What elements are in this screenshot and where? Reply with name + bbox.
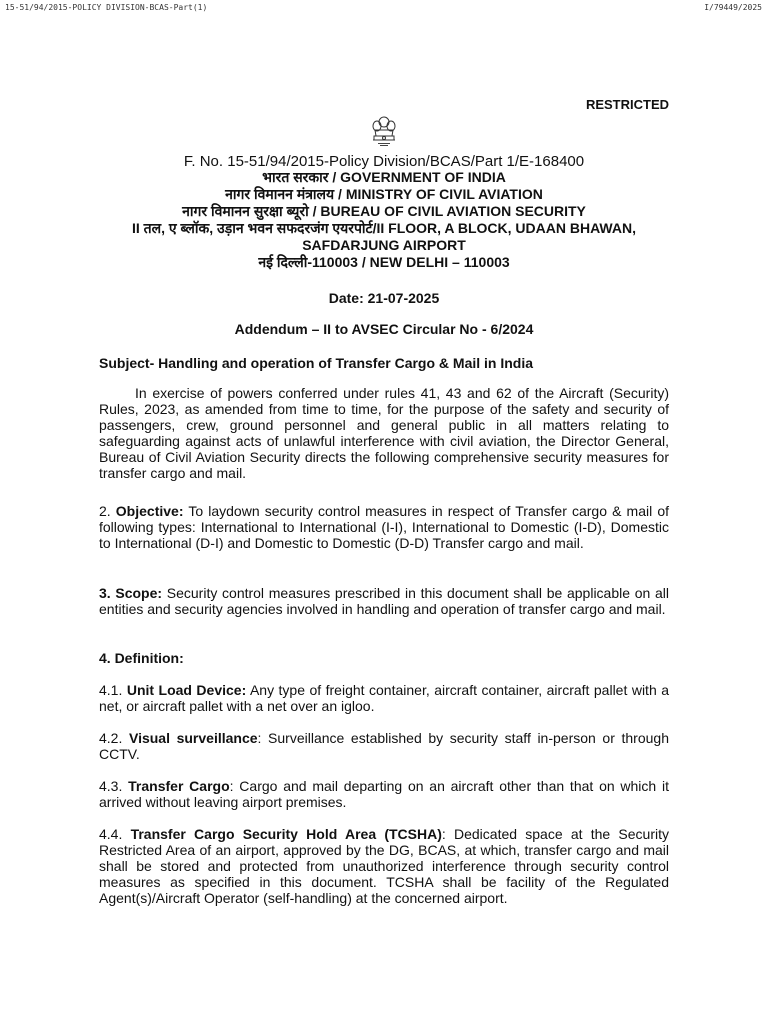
addendum-title: Addendum – II to AVSEC Circular No - 6/2024 — [234, 321, 534, 337]
header-file-reference: 15-51/94/2015-POLICY DIVISION-BCAS-Part(1) — [5, 3, 208, 12]
file-number: F. No. 15-51/94/2015-Policy Division/BCAS/Part 1/E-168400 — [183, 153, 585, 170]
page-header — [5, 3, 762, 15]
definition-item — [99, 778, 669, 810]
definition-item — [99, 682, 669, 714]
definition-number: 4.4. — [99, 826, 131, 842]
address-line-floor: II तल, ए ब्लॉक, उड़ान भवन सफदरजंग एयरपोर्ट/II FLOOR, A BLOCK, UDAAN BHAWAN, — [132, 220, 636, 236]
address-line-ministry: नागर विमानन मंत्रालय / MINISTRY OF CIVIL AVIATION — [225, 186, 543, 202]
scope-text: Security control measures prescribed in this document shall be applicable on all entities and security agencies involved in handling and operation of transfer cargo and mail. — [99, 585, 670, 617]
definition-text: : Dedicated space at the Security Restricted Area of an airport, approved by the DG, BCAS, at which, transfer cargo and mail shall be stored and protected from unauthorized interference through security control measures as specified in this document. TCSHA shall be facility of the Regulated Agent(s)/Aircraft Operator (self-handling) at the concerned airport. — [99, 826, 669, 906]
objective-text: To laydown security control measures in respect of Transfer cargo & mail of following types: International to International (I-I), International to Domestic (I-D), Domestic to International (D-I) and Domestic to Domestic (D-D) Transfer cargo and mail. — [99, 503, 669, 551]
definition-term: Transfer Cargo — [128, 778, 230, 794]
objective-label: Objective: — [115, 503, 184, 519]
subject-line: Subject- Handling and operation of Transfer Cargo & Mail in India — [99, 355, 534, 371]
intro-paragraph: In exercise of powers conferred under rules 41, 43 and 62 of the Aircraft (Security) Rules, 2023, as amended from time to time, for the purpose of the safety and security of passengers, crew, ground personnel and general public in all matters relating to safeguarding against acts of unlawful interference with civil aviation, the Director General, Bureau of Civil Aviation Security directs the following comprehensive security measures for transfer cargo and mail. — [99, 385, 669, 481]
definition-term: Transfer Cargo Security Hold Area (TCSHA) — [130, 826, 442, 842]
address-line-city: नई दिल्ली-110003 / NEW DELHI – 110003 — [258, 254, 510, 270]
definition-number: 4.2. — [99, 730, 129, 746]
document-date: Date: 21-07-2025 — [328, 290, 440, 306]
definition-heading: 4. Definition: — [99, 650, 184, 666]
definition-text: Any type of freight container, aircraft container, aircraft pallet with a net, or aircraft pallet with a net over an igloo. — [99, 682, 669, 714]
definition-item — [99, 826, 669, 906]
definition-text: : Surveillance established by security staff in-person or through CCTV. — [99, 730, 669, 762]
header-document-id: I/79449/2025 — [704, 3, 762, 12]
address-line-government: भारत सरकार / GOVERNMENT OF INDIA — [262, 169, 506, 185]
definition-item — [99, 730, 669, 762]
office-address — [99, 169, 669, 271]
address-line-airport: SAFDARJUNG AIRPORT — [302, 237, 466, 253]
definition-number: 4.1. — [99, 682, 127, 698]
objective-number: 2. — [99, 503, 111, 519]
definition-text: : Cargo and mail departing on an aircraft other than that on which it arrived without leaving airport premises. — [99, 778, 669, 810]
address-line-bureau: नागर विमानन सुरक्षा ब्यूरो / BUREAU OF CIVIL AVIATION SECURITY — [182, 203, 586, 219]
objective-paragraph — [99, 503, 669, 551]
scope-label: 3. Scope: — [99, 585, 163, 601]
national-emblem-icon — [369, 114, 399, 150]
definition-term: Unit Load Device: — [126, 682, 247, 698]
classification-label: RESTRICTED — [585, 97, 669, 112]
definition-number: 4.3. — [99, 778, 129, 794]
scope-paragraph — [99, 585, 669, 617]
definition-term: Visual surveillance — [128, 730, 258, 746]
